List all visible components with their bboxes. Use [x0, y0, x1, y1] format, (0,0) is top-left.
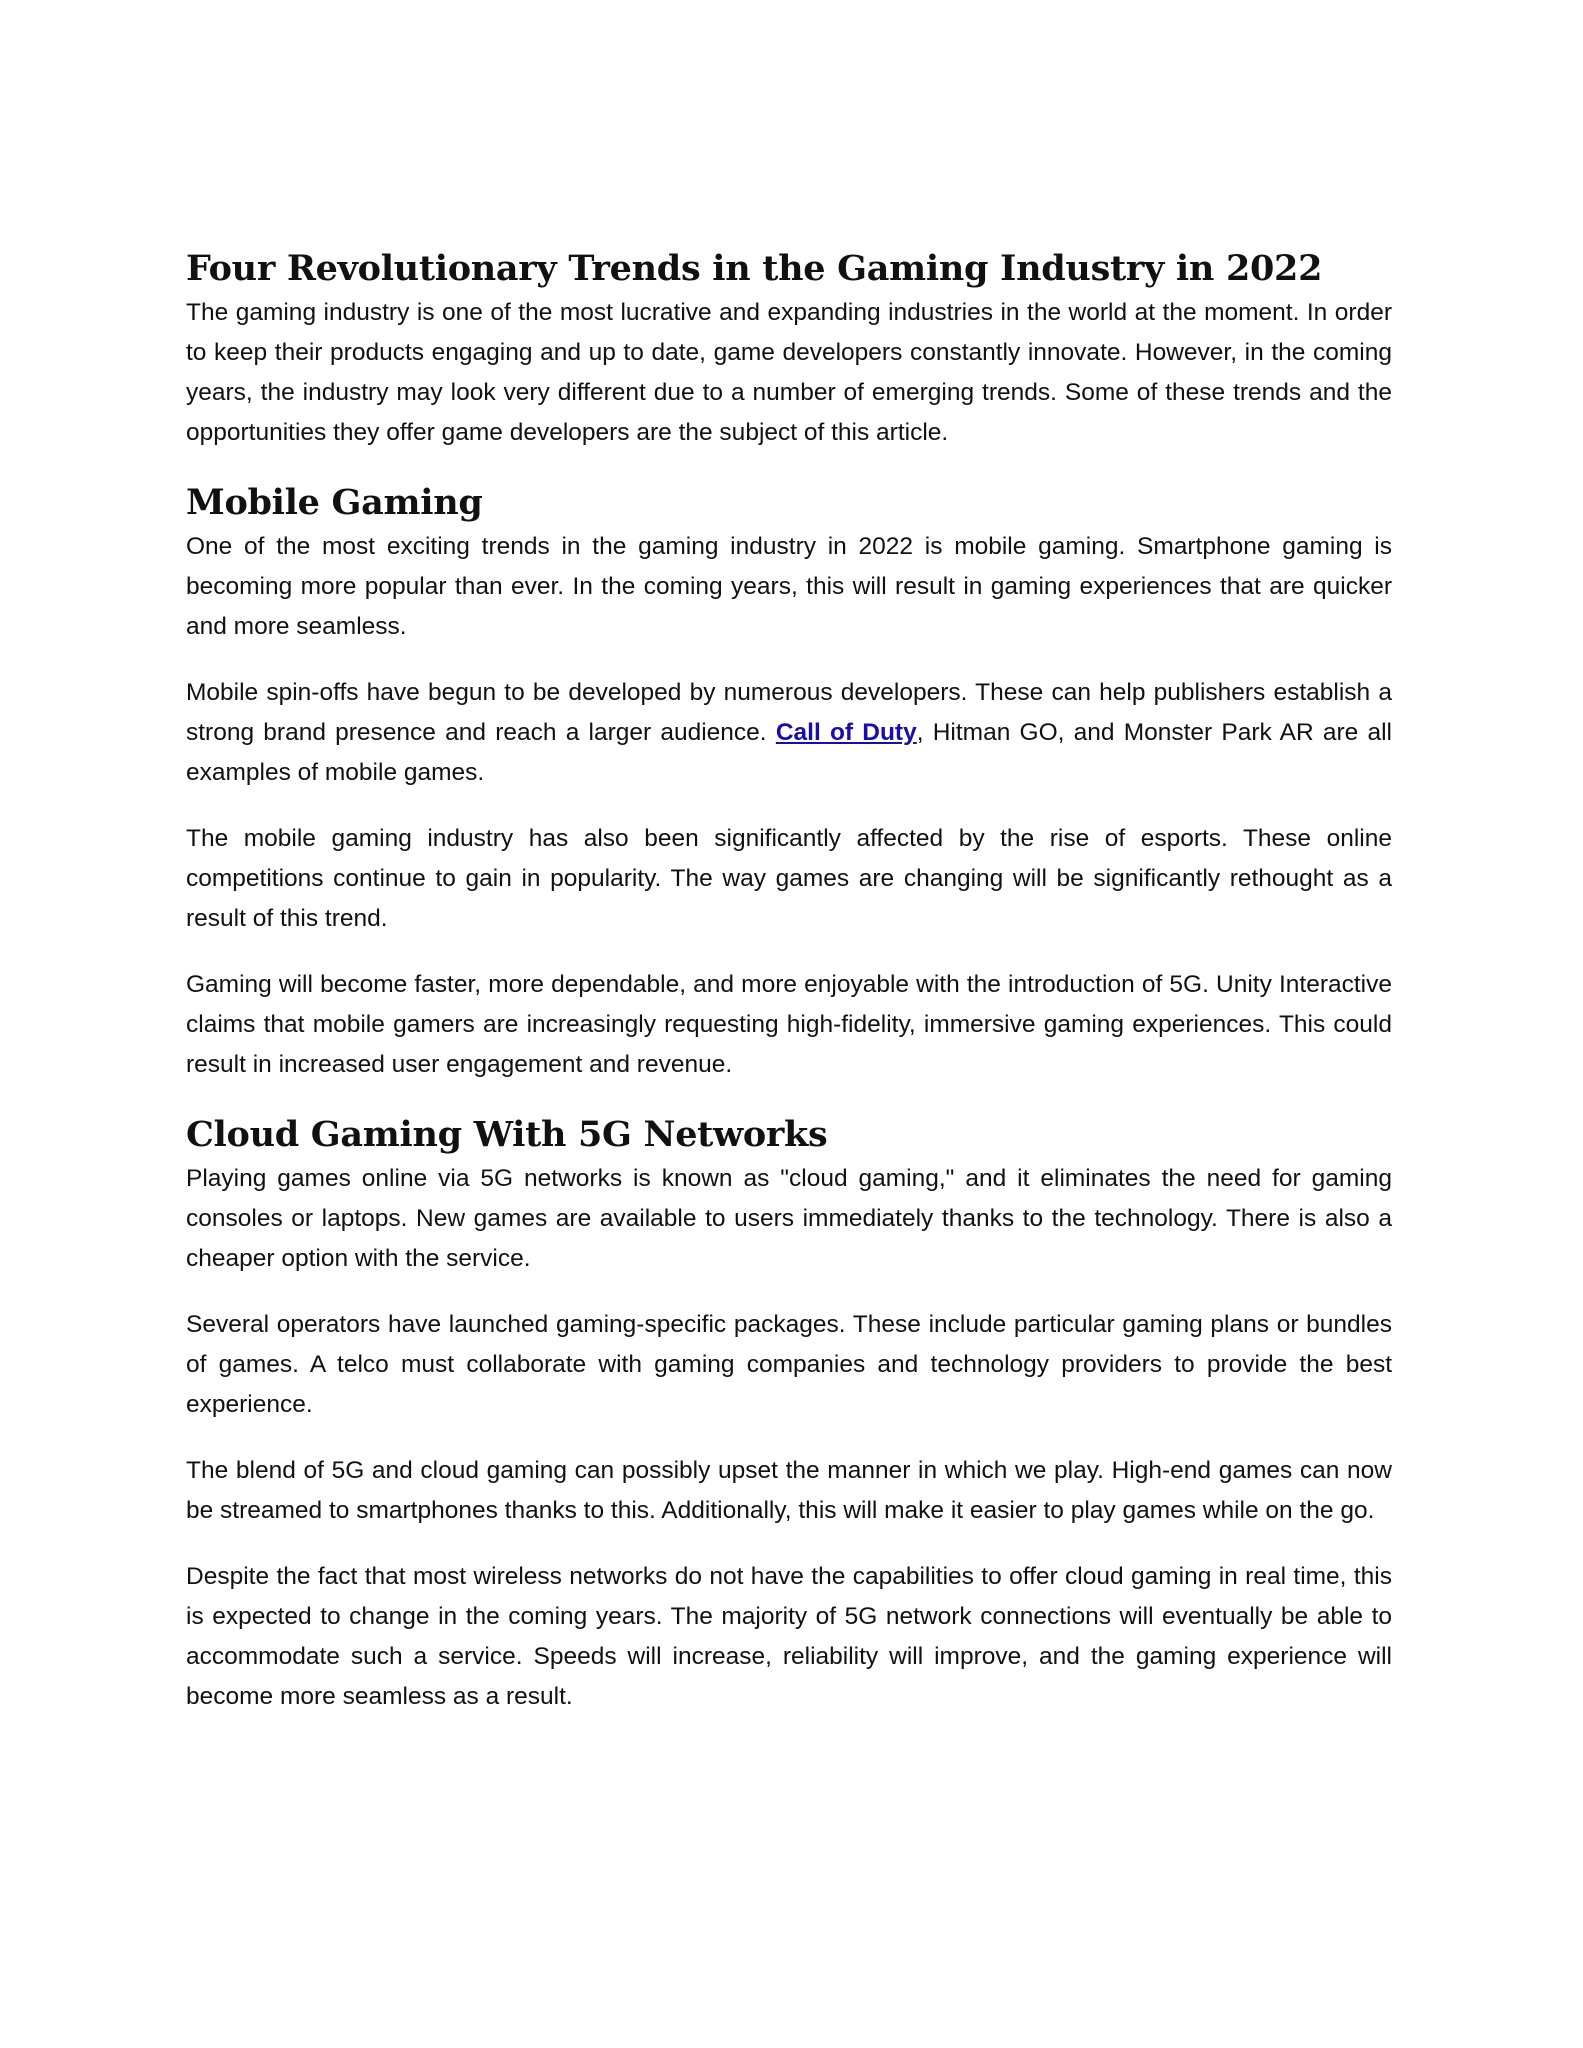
mobile-gaming-paragraph-1: One of the most exciting trends in the gaming industry in 2022 is mobile gaming. Smartphone gaming is becoming more popular than ever. In the coming years, this will result in gaming experiences that are quicker and more seamless. [186, 533, 1392, 640]
section-heading-mobile-gaming: Mobile Gaming [186, 482, 483, 523]
mobile-gaming-paragraph-3: The mobile gaming industry has also been significantly affected by the rise of esports. These online competitions continue to gain in popularity. The way games are changing will be significantly rethought as a result of this trend. [186, 825, 1392, 932]
cloud-gaming-paragraph-3: The blend of 5G and cloud gaming can possibly upset the manner in which we play. High-end games can now be streamed to smartphones thanks to this. Additionally, this will make it easier to play games while on the go. [186, 1457, 1392, 1524]
mobile-gaming-paragraph-2 [186, 673, 1392, 793]
paragraph-text: Mobile spin-offs have begun to be developed by numerous developers. These can help publishers establish a strong brand presence and reach a larger audience. [186, 679, 1392, 746]
cloud-gaming-paragraph-2: Several operators have launched gaming-specific packages. These include particular gaming plans or bundles of games. A telco must collaborate with gaming companies and technology providers to provide the best experience. [186, 1311, 1392, 1418]
section-heading-cloud-gaming: Cloud Gaming With 5G Networks [186, 1114, 828, 1155]
document-page [186, 245, 1392, 1743]
cloud-gaming-paragraph-1: Playing games online via 5G networks is known as "cloud gaming," and it eliminates the need for gaming consoles or laptops. New games are available to users immediately thanks to the technology. There is also a cheaper option with the service. [186, 1165, 1392, 1272]
paragraph-text: , Hitman GO, and Monster Park AR are all examples of mobile games. [186, 719, 1392, 786]
intro-paragraph: The gaming industry is one of the most lucrative and expanding industries in the world at the moment. In order to keep their products engaging and up to date, game developers constantly innovate. However, in the coming years, the industry may look very different due to a number of emerging trends. Some of these trends and the opportunities they offer game developers are the subject of this article. [186, 299, 1392, 446]
mobile-gaming-paragraph-4: Gaming will become faster, more dependable, and more enjoyable with the introduction of 5G. Unity Interactive claims that mobile gamers are increasingly requesting high-fidelity, immersive gaming experiences. This could result in increased user engagement and revenue. [186, 971, 1392, 1078]
document-title: Four Revolutionary Trends in the Gaming Industry in 2022 [186, 248, 1323, 289]
cloud-gaming-paragraph-4: Despite the fact that most wireless networks do not have the capabilities to offer cloud gaming in real time, this is expected to change in the coming years. The majority of 5G network connections will eventually be able to accommodate such a service. Speeds will increase, reliability will improve, and the gaming experience will become more seamless as a result. [186, 1563, 1392, 1710]
call-of-duty-link[interactable]: Call of Duty [775, 719, 917, 746]
